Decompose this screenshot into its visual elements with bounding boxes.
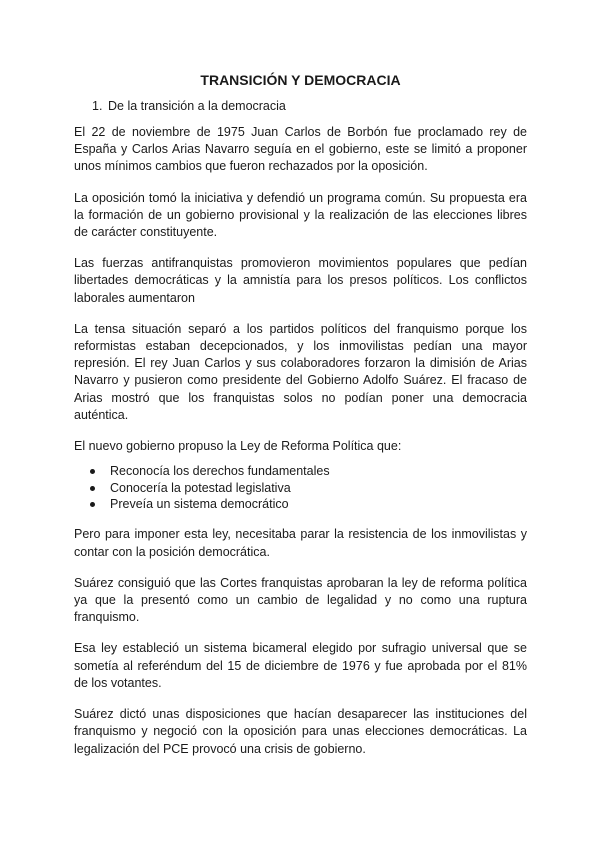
- list-item: [74, 480, 527, 496]
- paragraph: Pero para imponer esta ley, necesitaba parar la resistencia de los inmovilistas y contar con la posición democrática.: [74, 527, 527, 559]
- document-title: TRANSICIÓN Y DEMOCRACIA: [200, 72, 401, 88]
- paragraph: La tensa situación separó a los partidos políticos del franquismo porque los reformistas estaban decepcionados, y los inmovilistas pedían una mayor represión. El rey Juan Carlos y sus colaboradores forzaron la dimisión de Arias Navarro y pusieron como presidente del Gobierno Adolfo Suárez. El fracaso de Arias mostró que los franquistas solos no podían poner una democracia auténtica.: [74, 321, 527, 422]
- paragraph: El nuevo gobierno propuso la Ley de Reforma Política que:: [74, 439, 402, 454]
- paragraph: Suárez dictó unas disposiciones que hacían desaparecer las instituciones del franquismo y negoció con la oposición para unas elecciones democráticas. La legalización del PCE provocó una crisis de gobierno.: [74, 707, 527, 756]
- bullet-list: [74, 463, 527, 512]
- paragraph: El 22 de noviembre de 1975 Juan Carlos de Borbón fue proclamado rey de España y Carlos Arias Navarro seguía en el gobierno, este se limitó a proponer unos mínimos cambios que fueron rechazados por la oposición.: [74, 125, 527, 174]
- document-body: [74, 124, 527, 772]
- list-item-text: Preveía un sistema democrático: [110, 497, 289, 512]
- list-item: [74, 463, 527, 479]
- bullet-icon: [90, 502, 95, 507]
- section-heading-text: De la transición a la democracia: [108, 99, 286, 113]
- paragraph: Esa ley estableció un sistema bicameral elegido por sufragio universal que se sometía al referéndum del 15 de diciembre de 1976 y fue aprobada por el 81% de los votantes.: [74, 641, 527, 690]
- list-item-text: Reconocía los derechos fundamentales: [110, 464, 330, 479]
- section-heading: [92, 97, 286, 115]
- list-item: [74, 496, 527, 512]
- list-item-text: Conocería la potestad legislativa: [110, 480, 291, 495]
- paragraph: Las fuerzas antifranquistas promovieron movimientos populares que pedían libertades democráticas y la amnistía para los presos políticos. Los conflictos laborales aumentaron: [74, 256, 527, 305]
- section-number: 1.: [92, 99, 103, 113]
- paragraph: La oposición tomó la iniciativa y defendió un programa común. Su propuesta era la formación de un gobierno provisional y la realización de las elecciones libres de carácter constituyente.: [74, 190, 527, 240]
- bullet-icon: [90, 469, 95, 474]
- bullet-icon: [90, 486, 95, 491]
- paragraph: Suárez consiguió que las Cortes franquistas aprobaran la ley de reforma política ya que la presentó como un cambio de legalidad y no como una ruptura franquismo.: [74, 575, 527, 625]
